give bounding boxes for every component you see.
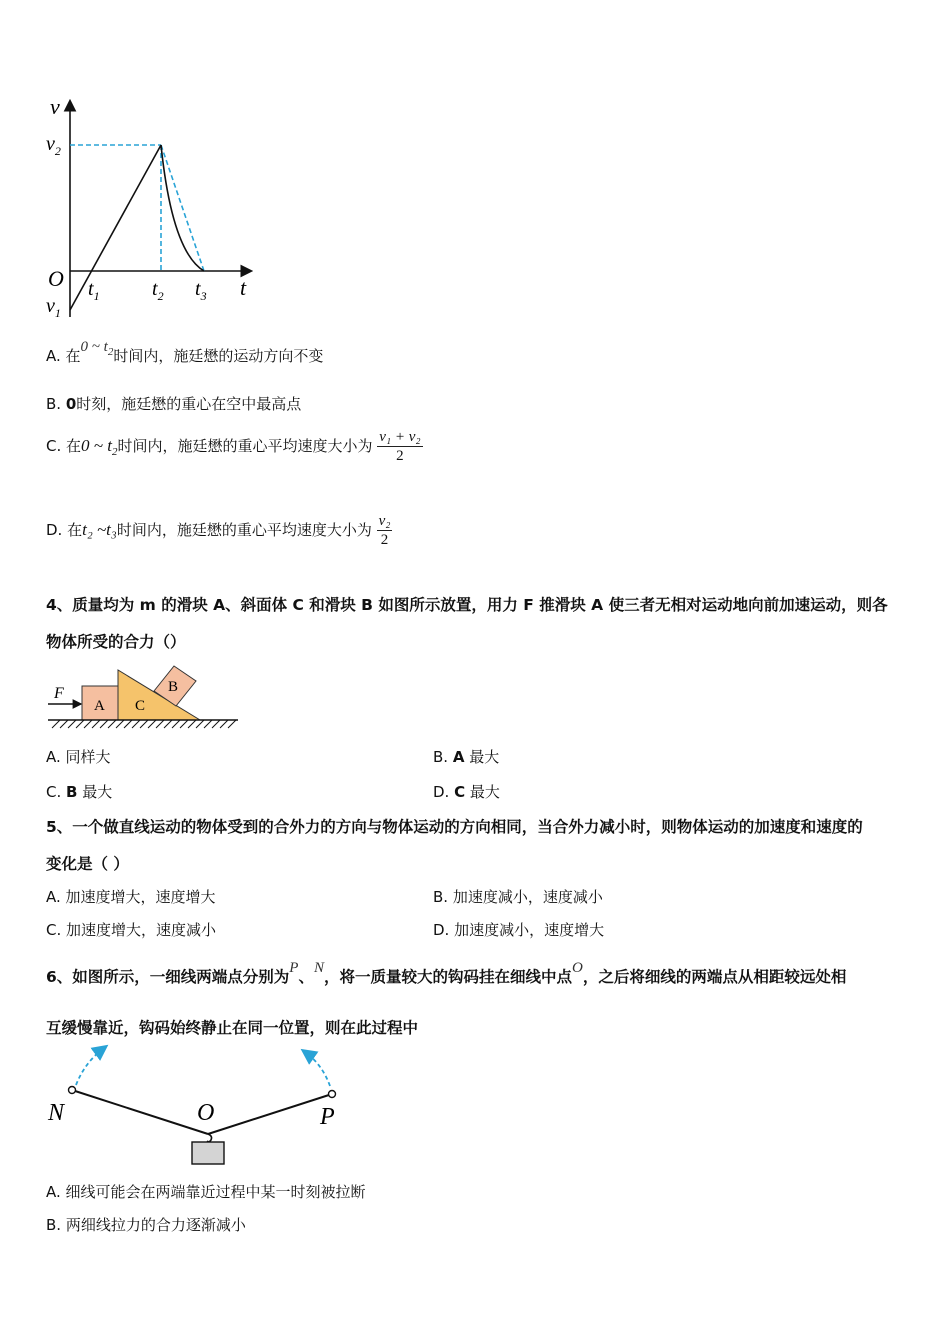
- string-right: [208, 1094, 332, 1134]
- q6-stem-line1: 6、如图所示，一细线两端点分别为P、N，将一质量较大的钩码挂在细线中点O，之后将细线的两端点从相距较远处相: [46, 960, 847, 986]
- block-a-label: A: [94, 698, 105, 714]
- t-axis-label: t: [240, 275, 247, 300]
- hook: [207, 1134, 212, 1142]
- p-arc-arrow: [305, 1052, 330, 1086]
- q3-option-a: A. 在0 ~ $t_2$时间内，施廷懋的运动方向不变: [46, 339, 324, 365]
- block-incline-figure: [44, 660, 244, 736]
- string-left: [72, 1090, 208, 1134]
- rising-velocity-line: [70, 145, 161, 310]
- q6-option-a: A. 细线可能会在两端靠近过程中某一时刻被拉断: [46, 1183, 366, 1201]
- hanging-weight-figure: [40, 1042, 370, 1170]
- q3-option-d: D. 在t₂ ~t₃时间内，施廷懋的重心平均速度大小为 $\frac{\text{v₂}}{2}$: [46, 513, 391, 548]
- q5-stem-line2: 变化是（ ）: [46, 855, 129, 873]
- q4-option-b: B. A 最大: [433, 748, 500, 766]
- q4-stem-line1: 4、质量均为 m 的滑块 A、斜面体 C 和滑块 B 如图所示放置，用力 F 推滑块 A 使三者无相对运动地向前加速运动，则各: [46, 596, 888, 614]
- ground-hatching: [52, 720, 236, 728]
- q4-stem-line2: 物体所受的合力（）: [46, 633, 186, 651]
- origin-label: O: [48, 266, 64, 291]
- q3-c-fraction: $\frac{\text{v₁ + v₂}}{2}$: [379, 429, 421, 464]
- force-label: F: [54, 685, 64, 702]
- q3-d-fraction: $\frac{\text{v₂}}{2}$: [378, 513, 391, 548]
- q3-c-range: 0 ~ $t_2$: [81, 436, 118, 458]
- straight-decline-line: [161, 145, 204, 271]
- hook-weight: [192, 1142, 224, 1164]
- q5-option-a: A. 加速度增大，速度增大: [46, 888, 216, 906]
- q5-option-b: B. 加速度减小，速度减小: [433, 888, 603, 906]
- q6-stem-line2: 互缓慢靠近，钩码始终静止在同一位置，则在此过程中: [46, 1019, 419, 1037]
- point-p: [329, 1091, 336, 1098]
- q5-stem-line1: 5、一个做直线运动的物体受到的合外力的方向与物体运动的方向相同，当合外力减小时，则物体运动的加速度和速度的: [46, 818, 863, 836]
- q4-option-d: D. C 最大: [433, 783, 500, 801]
- q3-option-b: B. 0时刻，施廷懋的重心在空中最高点: [46, 395, 302, 413]
- block-b-label: B: [168, 679, 179, 695]
- q3-option-c: C. 在0 ~ $t_2$时间内，施廷懋的重心平均速度大小为 $\frac{\text{v₁ + v₂}}{2}$: [46, 429, 421, 464]
- q6-option-b: B. 两细线拉力的合力逐渐减小: [46, 1216, 246, 1234]
- q4-option-a: A. 同样大: [46, 748, 111, 766]
- label-n: N: [48, 1100, 65, 1126]
- incline-c-label: C: [135, 698, 146, 714]
- v2-label: $v_2$: [46, 133, 61, 158]
- q5-option-c: C. 加速度增大，速度减小: [46, 921, 217, 939]
- q3-a-range: 0 ~ $t_2$: [80, 339, 114, 358]
- q5-option-d: D. 加速度减小，速度增大: [433, 921, 605, 939]
- n-arc-arrow: [76, 1048, 104, 1085]
- v-axis-label: v: [50, 94, 60, 119]
- q4-option-c: C. B 最大: [46, 783, 113, 801]
- t2-label: $t_2$: [152, 278, 164, 303]
- velocity-time-graph: [40, 92, 270, 324]
- point-n: [69, 1087, 76, 1094]
- t3-label: $t_3$: [195, 278, 207, 303]
- label-p: P: [320, 1104, 335, 1130]
- v1-label: $v_1$: [46, 295, 61, 320]
- t1-label: $t_1$: [88, 278, 100, 303]
- label-o: O: [197, 1100, 215, 1126]
